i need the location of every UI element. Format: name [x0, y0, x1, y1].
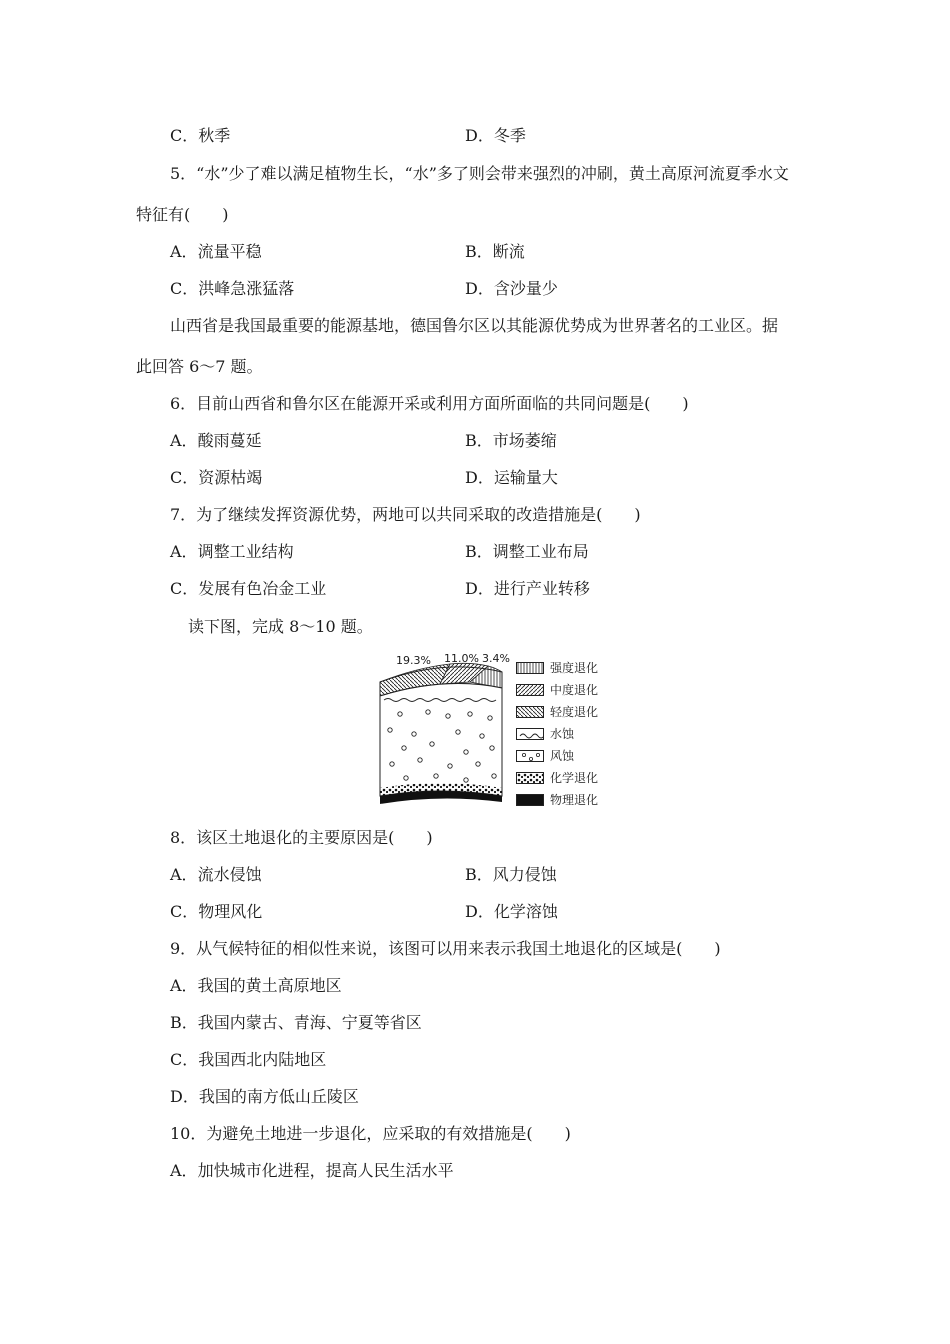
legend-swatch-light [516, 706, 544, 718]
legend-swatch-wind [516, 750, 544, 762]
legend-swatch-water [516, 728, 544, 740]
legend-swatch-moderate [516, 684, 544, 696]
pct-light: 3.4% [482, 652, 510, 665]
q10-option-a: A．加快城市化进程，提高人民生活水平 [170, 1161, 454, 1180]
q7-option-b: B．调整工业布局 [465, 542, 589, 561]
q9-option-c: C．我国西北内陆地区 [170, 1050, 327, 1069]
q4-option-c: C．秋季 [170, 126, 231, 145]
q7-stem: 7．为了继续发挥资源优势，两地可以共同采取的改造措施是( ) [170, 505, 641, 524]
q7-option-a: A．调整工业结构 [170, 542, 294, 561]
pct-moderate: 11.0% [444, 652, 479, 665]
q5-option-c: C．洪峰急涨猛落 [170, 279, 295, 298]
q7-option-c: C．发展有色冶金工业 [170, 579, 327, 598]
q8-option-b: B．风力侵蚀 [465, 865, 557, 884]
legend-swatch-strong [516, 662, 544, 674]
q5-option-a: A．流量平稳 [170, 242, 262, 261]
q7-option-d: D．进行产业转移 [465, 579, 590, 598]
q9-option-d: D．我国的南方低山丘陵区 [170, 1087, 359, 1106]
q8-option-c: C．物理风化 [170, 902, 263, 921]
q8-option-a: A．流水侵蚀 [170, 865, 262, 884]
q5-option-b: B．断流 [465, 242, 525, 261]
q6-option-c: C．资源枯竭 [170, 468, 263, 487]
q10-stem: 10．为避免土地进一步退化，应采取的有效措施是( ) [170, 1124, 571, 1143]
q9-stem: 9．从气候特征的相似性来说，该图可以用来表示我国土地退化的区域是( ) [170, 939, 721, 958]
q5-stem-line1: 5．“水”少了难以满足植物生长，“水”多了则会带来强烈的冲刷，黄土高原河流夏季水文 [170, 164, 789, 183]
q5-option-d: D．含沙量少 [465, 279, 558, 298]
q6-stem: 6．目前山西省和鲁尔区在能源开采或利用方面所面临的共同问题是( ) [170, 394, 689, 413]
intro-6-7-line2: 此回答 6～7 题。 [136, 357, 263, 376]
q9-option-a: A．我国的黄土高原地区 [170, 976, 342, 995]
q8-option-d: D．化学溶蚀 [465, 902, 558, 921]
intro-8-10: 读下图，完成 8～10 题。 [188, 617, 373, 636]
q9-option-b: B．我国内蒙古、青海、宁夏等省区 [170, 1013, 422, 1032]
q6-option-d: D．运输量大 [465, 468, 558, 487]
q8-stem: 8．该区土地退化的主要原因是( ) [170, 828, 433, 847]
pct-strong: 19.3% [396, 654, 431, 667]
q4-option-d: D．冬季 [465, 126, 526, 145]
legend-swatch-physical [516, 794, 544, 806]
q6-option-b: B．市场萎缩 [465, 431, 557, 450]
intro-6-7-line1: 山西省是我国最重要的能源基地，德国鲁尔区以其能源优势成为世界著名的工业区。据 [170, 316, 779, 335]
legend-swatch-chemical [516, 772, 544, 784]
q6-option-a: A．酸雨蔓延 [170, 431, 262, 450]
q5-stem-line2: 特征有( ) [136, 205, 229, 224]
soil-block-diagram [370, 648, 520, 816]
